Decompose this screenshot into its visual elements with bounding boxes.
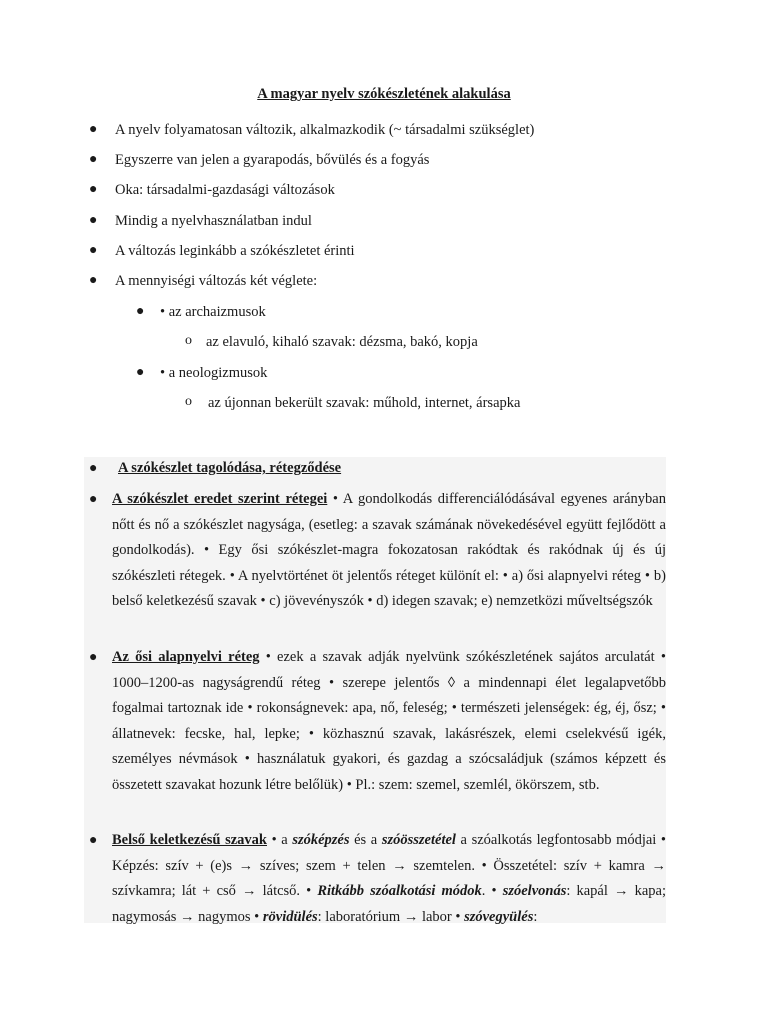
sub-sub-list-item: az elavuló, kihaló szavak: dézsma, bakó, kopja — [206, 334, 478, 350]
list-item: A mennyiségi változás két véglete: — [115, 273, 318, 289]
sub-sub-list-item: az újonnan bekerült szavak: műhold, internet, ársapka — [208, 395, 521, 411]
bullet-icon: ● — [89, 243, 98, 258]
bullet-icon: ● — [89, 833, 98, 848]
circle-bullet-icon: o — [185, 333, 192, 348]
list-item: Egyszerre van jelen a gyarapodás, bővülés és a fogyás — [115, 152, 430, 168]
list-item: A változás leginkább a szókészletet érinti — [115, 243, 355, 259]
paragraph-osi: Az ősi alapnyelvi réteg • ezek a szavak adják nyelvünk szókészletének sajátos arculatát • 1000–1200-as nagyságrendű réteg • szerepe jelentős ◊ a mindennapi élet legalapvetőbb fogalmai tartoznak ide • rokonságnevek: apa, nő, feleség; • természeti jelenségek: ég, éj, ősz; • állatnevek: fecske, hal, lepke; • közhasznú szavak, lakásrészek, elemi cselekvésű igék, személyes névmások • használatuk gyakori, és gazdag a szócsaládjuk (számos képzett és összetett szavakat hozunk létre belőlük) • Pl.: szem: szemel, szemlél, ökörszem, stb. — [112, 649, 666, 793]
paragraph-heading: Belső keletkezésű szavak — [112, 832, 267, 848]
list-item: A nyelv folyamatosan változik, alkalmazkodik (~ társadalmi szükséglet) — [115, 122, 535, 138]
section-heading: A szókészlet tagolódása, rétegződése — [118, 460, 342, 476]
bullet-icon: ● — [89, 492, 98, 507]
bullet-icon: ● — [89, 461, 98, 476]
circle-bullet-icon: o — [185, 394, 192, 409]
bullet-icon: ● — [136, 365, 145, 380]
bullet-icon: ● — [89, 213, 98, 228]
paragraph-heading: Az ősi alapnyelvi réteg — [112, 649, 260, 665]
sub-list-item: • az archaizmusok — [160, 304, 266, 320]
bullet-icon: ● — [136, 304, 145, 319]
bullet-icon: ● — [89, 122, 98, 137]
sub-list-item: • a neologizmusok — [160, 365, 268, 381]
paragraph-belso: Belső keletkezésű szavak • a szóképzés és a szóösszetétel a szóalkotás legfontosabb módjai • Képzés: szív + (e)s → szíves; szem + telen → szemtelen. • Összetétel: szív + kamra → szívkamra; lát + cső → látcső. • Ritkább szóalkotási módok. • szóelvonás: kapál → kapa; nagymosás → nagymos • rövidülés: laboratórium → labor • szóvegyülés: — [112, 832, 667, 925]
bullet-icon: ● — [89, 650, 98, 665]
bullet-icon: ● — [89, 273, 98, 288]
bullet-icon: ● — [89, 182, 98, 197]
page-title: A magyar nyelv szókészletének alakulása — [257, 86, 511, 102]
list-item: Oka: társadalmi-gazdasági változások — [115, 182, 335, 198]
list-item: Mindig a nyelvhasználatban indul — [115, 213, 312, 229]
paragraph-heading: A szókészlet eredet szerint rétegei — [112, 491, 328, 507]
paragraph-eredet: A szókészlet eredet szerint rétegei • A gondolkodás differenciálódásával egyenes arányban nőtt és nő a szókészlet nagysága, (esetleg: a szavak számának növekedésével együtt fejlődött a gondolkodás). • Egy ősi szókészlet-magra fokozatosan rakódtak és rakódnak új és új szókészleti rétegek. • A nyelvtörténet öt jelentős réteget különít el: • a) ősi alapnyelvi réteg • b) belső keletkezésű szavak • c) jövevényszók • d) idegen szavak; e) nemzetközi műveltségszók — [112, 491, 666, 610]
bullet-icon: ● — [89, 152, 98, 167]
